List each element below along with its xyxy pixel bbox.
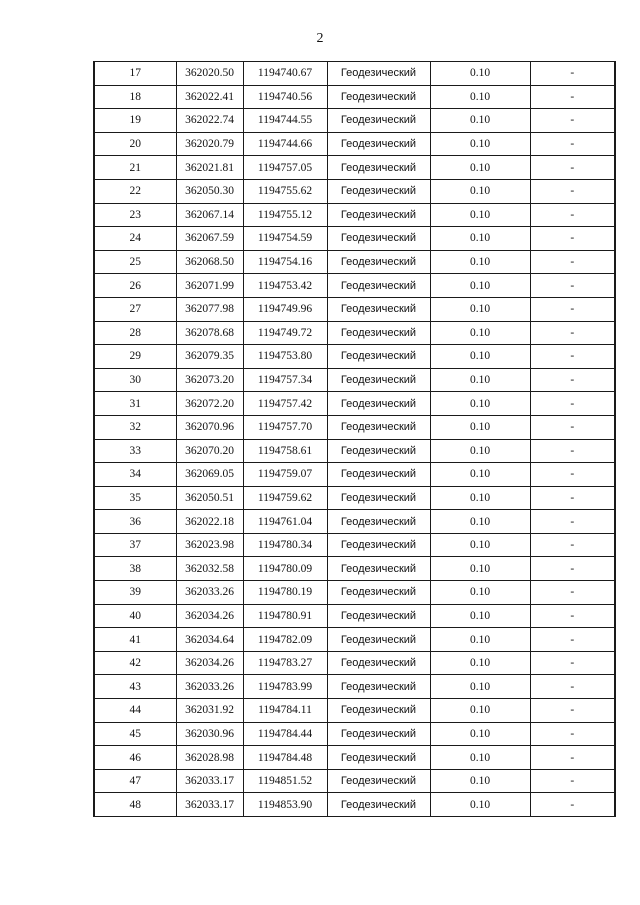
note-cell: - bbox=[530, 109, 615, 133]
table-row bbox=[94, 557, 615, 581]
method-cell: Геодезический bbox=[327, 557, 430, 581]
note-cell: - bbox=[530, 156, 615, 180]
coordinate-y-cell: 1194749.96 bbox=[243, 297, 327, 321]
accuracy-cell: 0.10 bbox=[430, 628, 530, 652]
note-cell: - bbox=[530, 392, 615, 416]
coordinate-x-cell: 362067.14 bbox=[176, 203, 243, 227]
table-row bbox=[94, 109, 615, 133]
accuracy-cell: 0.10 bbox=[430, 156, 530, 180]
note-cell: - bbox=[530, 368, 615, 392]
note-cell: - bbox=[530, 321, 615, 345]
table-row bbox=[94, 415, 615, 439]
coordinate-y-cell: 1194754.16 bbox=[243, 250, 327, 274]
accuracy-cell: 0.10 bbox=[430, 109, 530, 133]
table-row bbox=[94, 62, 615, 86]
note-cell: - bbox=[530, 581, 615, 605]
method-cell: Геодезический bbox=[327, 62, 430, 86]
point-number-cell: 24 bbox=[94, 227, 176, 251]
accuracy-cell: 0.10 bbox=[430, 486, 530, 510]
coordinate-y-cell: 1194853.90 bbox=[243, 793, 327, 817]
accuracy-cell: 0.10 bbox=[430, 179, 530, 203]
point-number-cell: 38 bbox=[94, 557, 176, 581]
coordinate-y-cell: 1194757.05 bbox=[243, 156, 327, 180]
accuracy-cell: 0.10 bbox=[430, 132, 530, 156]
coordinate-x-cell: 362070.20 bbox=[176, 439, 243, 463]
method-cell: Геодезический bbox=[327, 392, 430, 416]
note-cell: - bbox=[530, 274, 615, 298]
accuracy-cell: 0.10 bbox=[430, 415, 530, 439]
point-number-cell: 23 bbox=[94, 203, 176, 227]
method-cell: Геодезический bbox=[327, 533, 430, 557]
method-cell: Геодезический bbox=[327, 463, 430, 487]
coordinate-x-cell: 362030.96 bbox=[176, 722, 243, 746]
note-cell: - bbox=[530, 415, 615, 439]
coordinate-y-cell: 1194783.99 bbox=[243, 675, 327, 699]
coordinate-x-cell: 362022.74 bbox=[176, 109, 243, 133]
point-number-cell: 44 bbox=[94, 699, 176, 723]
table-row bbox=[94, 769, 615, 793]
method-cell: Геодезический bbox=[327, 203, 430, 227]
note-cell: - bbox=[530, 85, 615, 109]
point-number-cell: 22 bbox=[94, 179, 176, 203]
accuracy-cell: 0.10 bbox=[430, 439, 530, 463]
coordinate-x-cell: 362077.98 bbox=[176, 297, 243, 321]
point-number-cell: 45 bbox=[94, 722, 176, 746]
accuracy-cell: 0.10 bbox=[430, 250, 530, 274]
coordinate-x-cell: 362034.26 bbox=[176, 604, 243, 628]
coordinates-table-body bbox=[94, 62, 615, 817]
point-number-cell: 26 bbox=[94, 274, 176, 298]
point-number-cell: 31 bbox=[94, 392, 176, 416]
point-number-cell: 17 bbox=[94, 62, 176, 86]
coordinate-x-cell: 362021.81 bbox=[176, 156, 243, 180]
coordinate-y-cell: 1194784.44 bbox=[243, 722, 327, 746]
method-cell: Геодезический bbox=[327, 85, 430, 109]
coordinate-y-cell: 1194784.48 bbox=[243, 746, 327, 770]
table-row bbox=[94, 345, 615, 369]
method-cell: Геодезический bbox=[327, 722, 430, 746]
accuracy-cell: 0.10 bbox=[430, 274, 530, 298]
note-cell: - bbox=[530, 203, 615, 227]
accuracy-cell: 0.10 bbox=[430, 368, 530, 392]
coordinate-y-cell: 1194754.59 bbox=[243, 227, 327, 251]
note-cell: - bbox=[530, 439, 615, 463]
coordinate-x-cell: 362071.99 bbox=[176, 274, 243, 298]
point-number-cell: 18 bbox=[94, 85, 176, 109]
accuracy-cell: 0.10 bbox=[430, 533, 530, 557]
coordinate-x-cell: 362023.98 bbox=[176, 533, 243, 557]
accuracy-cell: 0.10 bbox=[430, 722, 530, 746]
table-row bbox=[94, 675, 615, 699]
method-cell: Геодезический bbox=[327, 321, 430, 345]
accuracy-cell: 0.10 bbox=[430, 345, 530, 369]
method-cell: Геодезический bbox=[327, 227, 430, 251]
note-cell: - bbox=[530, 463, 615, 487]
method-cell: Геодезический bbox=[327, 486, 430, 510]
note-cell: - bbox=[530, 486, 615, 510]
coordinate-x-cell: 362068.50 bbox=[176, 250, 243, 274]
point-number-cell: 30 bbox=[94, 368, 176, 392]
coordinate-y-cell: 1194780.91 bbox=[243, 604, 327, 628]
coordinate-y-cell: 1194749.72 bbox=[243, 321, 327, 345]
point-number-cell: 46 bbox=[94, 746, 176, 770]
accuracy-cell: 0.10 bbox=[430, 463, 530, 487]
table-row bbox=[94, 510, 615, 534]
method-cell: Геодезический bbox=[327, 628, 430, 652]
coordinate-y-cell: 1194744.66 bbox=[243, 132, 327, 156]
point-number-cell: 19 bbox=[94, 109, 176, 133]
coordinate-x-cell: 362050.51 bbox=[176, 486, 243, 510]
coordinate-x-cell: 362033.17 bbox=[176, 793, 243, 817]
coordinate-y-cell: 1194757.42 bbox=[243, 392, 327, 416]
method-cell: Геодезический bbox=[327, 297, 430, 321]
accuracy-cell: 0.10 bbox=[430, 604, 530, 628]
accuracy-cell: 0.10 bbox=[430, 62, 530, 86]
method-cell: Геодезический bbox=[327, 274, 430, 298]
point-number-cell: 41 bbox=[94, 628, 176, 652]
note-cell: - bbox=[530, 651, 615, 675]
point-number-cell: 28 bbox=[94, 321, 176, 345]
point-number-cell: 27 bbox=[94, 297, 176, 321]
coordinate-y-cell: 1194758.61 bbox=[243, 439, 327, 463]
coordinate-y-cell: 1194753.80 bbox=[243, 345, 327, 369]
coordinate-y-cell: 1194783.27 bbox=[243, 651, 327, 675]
note-cell: - bbox=[530, 557, 615, 581]
coordinates-table bbox=[93, 61, 616, 817]
point-number-cell: 34 bbox=[94, 463, 176, 487]
note-cell: - bbox=[530, 297, 615, 321]
method-cell: Геодезический bbox=[327, 651, 430, 675]
coordinate-x-cell: 362070.96 bbox=[176, 415, 243, 439]
point-number-cell: 48 bbox=[94, 793, 176, 817]
table-row bbox=[94, 533, 615, 557]
accuracy-cell: 0.10 bbox=[430, 675, 530, 699]
method-cell: Геодезический bbox=[327, 675, 430, 699]
note-cell: - bbox=[530, 533, 615, 557]
note-cell: - bbox=[530, 699, 615, 723]
point-number-cell: 21 bbox=[94, 156, 176, 180]
method-cell: Геодезический bbox=[327, 132, 430, 156]
method-cell: Геодезический bbox=[327, 746, 430, 770]
note-cell: - bbox=[530, 722, 615, 746]
accuracy-cell: 0.10 bbox=[430, 297, 530, 321]
point-number-cell: 40 bbox=[94, 604, 176, 628]
coordinate-x-cell: 362033.17 bbox=[176, 769, 243, 793]
accuracy-cell: 0.10 bbox=[430, 699, 530, 723]
coordinate-y-cell: 1194757.70 bbox=[243, 415, 327, 439]
point-number-cell: 20 bbox=[94, 132, 176, 156]
coordinate-x-cell: 362069.05 bbox=[176, 463, 243, 487]
page-number: 2 bbox=[316, 31, 324, 46]
point-number-cell: 29 bbox=[94, 345, 176, 369]
note-cell: - bbox=[530, 250, 615, 274]
method-cell: Геодезический bbox=[327, 699, 430, 723]
method-cell: Геодезический bbox=[327, 415, 430, 439]
table-row bbox=[94, 486, 615, 510]
table-row bbox=[94, 368, 615, 392]
accuracy-cell: 0.10 bbox=[430, 227, 530, 251]
note-cell: - bbox=[530, 62, 615, 86]
method-cell: Геодезический bbox=[327, 439, 430, 463]
method-cell: Геодезический bbox=[327, 793, 430, 817]
point-number-cell: 32 bbox=[94, 415, 176, 439]
table-row bbox=[94, 439, 615, 463]
accuracy-cell: 0.10 bbox=[430, 392, 530, 416]
table-row bbox=[94, 604, 615, 628]
coordinate-y-cell: 1194744.55 bbox=[243, 109, 327, 133]
table-row bbox=[94, 203, 615, 227]
coordinate-y-cell: 1194761.04 bbox=[243, 510, 327, 534]
accuracy-cell: 0.10 bbox=[430, 769, 530, 793]
note-cell: - bbox=[530, 510, 615, 534]
coordinate-y-cell: 1194759.62 bbox=[243, 486, 327, 510]
note-cell: - bbox=[530, 628, 615, 652]
note-cell: - bbox=[530, 675, 615, 699]
coordinate-x-cell: 362031.92 bbox=[176, 699, 243, 723]
table-row bbox=[94, 722, 615, 746]
coordinate-y-cell: 1194780.09 bbox=[243, 557, 327, 581]
coordinate-x-cell: 362079.35 bbox=[176, 345, 243, 369]
coordinate-x-cell: 362078.68 bbox=[176, 321, 243, 345]
method-cell: Геодезический bbox=[327, 510, 430, 534]
point-number-cell: 42 bbox=[94, 651, 176, 675]
coordinate-y-cell: 1194755.62 bbox=[243, 179, 327, 203]
table-row bbox=[94, 227, 615, 251]
note-cell: - bbox=[530, 604, 615, 628]
table-row bbox=[94, 250, 615, 274]
coordinate-y-cell: 1194757.34 bbox=[243, 368, 327, 392]
point-number-cell: 35 bbox=[94, 486, 176, 510]
coordinate-x-cell: 362020.50 bbox=[176, 62, 243, 86]
accuracy-cell: 0.10 bbox=[430, 746, 530, 770]
coordinate-x-cell: 362073.20 bbox=[176, 368, 243, 392]
accuracy-cell: 0.10 bbox=[430, 203, 530, 227]
accuracy-cell: 0.10 bbox=[430, 510, 530, 534]
accuracy-cell: 0.10 bbox=[430, 85, 530, 109]
coordinate-x-cell: 362022.41 bbox=[176, 85, 243, 109]
table-row bbox=[94, 699, 615, 723]
method-cell: Геодезический bbox=[327, 604, 430, 628]
coordinate-x-cell: 362067.59 bbox=[176, 227, 243, 251]
method-cell: Геодезический bbox=[327, 769, 430, 793]
point-number-cell: 43 bbox=[94, 675, 176, 699]
coordinate-y-cell: 1194740.67 bbox=[243, 62, 327, 86]
coordinate-y-cell: 1194780.34 bbox=[243, 533, 327, 557]
coordinate-y-cell: 1194740.56 bbox=[243, 85, 327, 109]
coordinate-y-cell: 1194851.52 bbox=[243, 769, 327, 793]
coordinate-y-cell: 1194753.42 bbox=[243, 274, 327, 298]
table-row bbox=[94, 274, 615, 298]
table-row bbox=[94, 581, 615, 605]
coordinate-x-cell: 362022.18 bbox=[176, 510, 243, 534]
coordinate-x-cell: 362034.64 bbox=[176, 628, 243, 652]
coordinate-x-cell: 362050.30 bbox=[176, 179, 243, 203]
coordinate-y-cell: 1194784.11 bbox=[243, 699, 327, 723]
method-cell: Геодезический bbox=[327, 179, 430, 203]
method-cell: Геодезический bbox=[327, 581, 430, 605]
note-cell: - bbox=[530, 769, 615, 793]
note-cell: - bbox=[530, 345, 615, 369]
table-row bbox=[94, 628, 615, 652]
method-cell: Геодезический bbox=[327, 156, 430, 180]
table-row bbox=[94, 651, 615, 675]
table-row bbox=[94, 132, 615, 156]
note-cell: - bbox=[530, 793, 615, 817]
method-cell: Геодезический bbox=[327, 250, 430, 274]
coordinate-x-cell: 362028.98 bbox=[176, 746, 243, 770]
note-cell: - bbox=[530, 227, 615, 251]
note-cell: - bbox=[530, 179, 615, 203]
coordinate-y-cell: 1194759.07 bbox=[243, 463, 327, 487]
accuracy-cell: 0.10 bbox=[430, 581, 530, 605]
point-number-cell: 47 bbox=[94, 769, 176, 793]
coordinate-x-cell: 362032.58 bbox=[176, 557, 243, 581]
coordinate-x-cell: 362072.20 bbox=[176, 392, 243, 416]
table-row bbox=[94, 179, 615, 203]
table-row bbox=[94, 392, 615, 416]
point-number-cell: 37 bbox=[94, 533, 176, 557]
coordinate-x-cell: 362033.26 bbox=[176, 581, 243, 605]
accuracy-cell: 0.10 bbox=[430, 557, 530, 581]
table-row bbox=[94, 156, 615, 180]
table-row bbox=[94, 321, 615, 345]
table-row bbox=[94, 463, 615, 487]
point-number-cell: 39 bbox=[94, 581, 176, 605]
method-cell: Геодезический bbox=[327, 109, 430, 133]
coordinate-x-cell: 362033.26 bbox=[176, 675, 243, 699]
accuracy-cell: 0.10 bbox=[430, 793, 530, 817]
table-row bbox=[94, 793, 615, 817]
accuracy-cell: 0.10 bbox=[430, 321, 530, 345]
coordinate-x-cell: 362020.79 bbox=[176, 132, 243, 156]
note-cell: - bbox=[530, 746, 615, 770]
coordinate-y-cell: 1194780.19 bbox=[243, 581, 327, 605]
coordinate-y-cell: 1194755.12 bbox=[243, 203, 327, 227]
table-row bbox=[94, 297, 615, 321]
method-cell: Геодезический bbox=[327, 368, 430, 392]
point-number-cell: 33 bbox=[94, 439, 176, 463]
point-number-cell: 25 bbox=[94, 250, 176, 274]
table-row bbox=[94, 85, 615, 109]
coordinate-y-cell: 1194782.09 bbox=[243, 628, 327, 652]
note-cell: - bbox=[530, 132, 615, 156]
method-cell: Геодезический bbox=[327, 345, 430, 369]
coordinate-x-cell: 362034.26 bbox=[176, 651, 243, 675]
table-row bbox=[94, 746, 615, 770]
point-number-cell: 36 bbox=[94, 510, 176, 534]
accuracy-cell: 0.10 bbox=[430, 651, 530, 675]
